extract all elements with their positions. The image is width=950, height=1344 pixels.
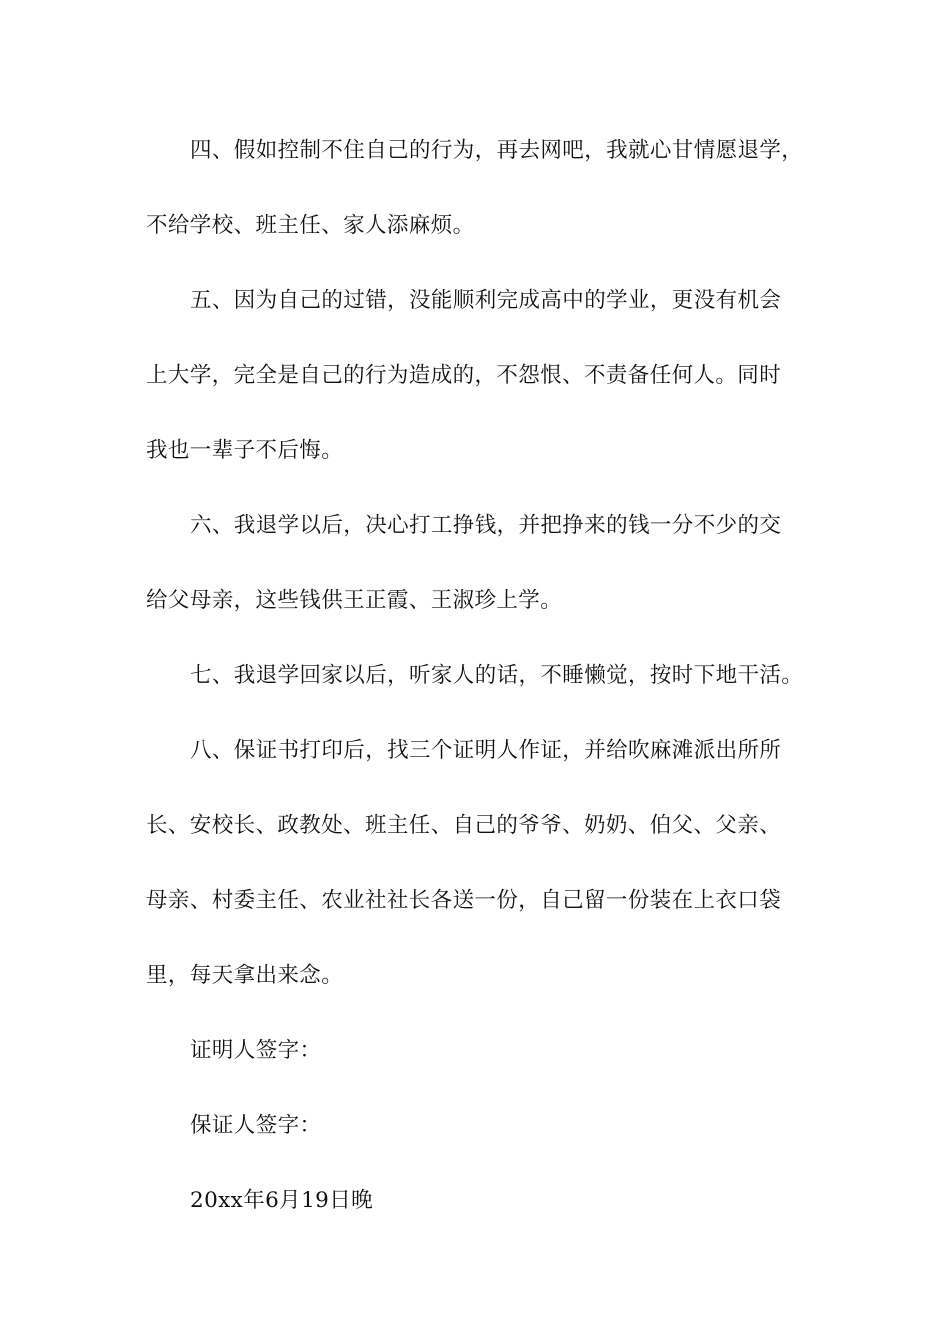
paragraph-item-5-line-1: 五、因为自己的过错，没能顺利完成高中的学业，更没有机会 xyxy=(190,288,782,313)
guarantor-signature-label: 保证人签字： xyxy=(190,1113,322,1138)
paragraph-item-4-line-2: 不给学校、班主任、家人添麻烦。 xyxy=(146,213,475,238)
paragraph-item-6-line-2: 给父母亲，这些钱供王正霞、王淑珍上学。 xyxy=(146,588,563,613)
witness-signature-label: 证明人签字： xyxy=(190,1038,322,1063)
paragraph-item-5-line-3: 我也一辈子不后悔。 xyxy=(146,438,344,463)
signature-date: 20xx年6月19日晚 xyxy=(190,1188,374,1213)
paragraph-item-7-line-1: 七、我退学回家以后，听家人的话，不睡懒觉，按时下地干活。 xyxy=(190,663,804,688)
paragraph-item-8-line-3: 母亲、村委主任、农业社社长各送一份，自己留一份装在上衣口袋 xyxy=(146,888,782,913)
paragraph-item-8-line-4: 里，每天拿出来念。 xyxy=(146,963,344,988)
paragraph-item-5-line-2: 上大学，完全是自己的行为造成的，不怨恨、不责备任何人。同时 xyxy=(146,363,782,388)
paragraph-item-8-line-2: 长、安校长、政教处、班主任、自己的爷爷、奶奶、伯父、父亲、 xyxy=(146,813,782,838)
paragraph-item-6-line-1: 六、我退学以后，决心打工挣钱，并把挣来的钱一分不少的交 xyxy=(190,513,782,538)
paragraph-item-4-line-1: 四、假如控制不住自己的行为，再去网吧，我就心甘情愿退学， xyxy=(190,138,804,163)
paragraph-item-8-line-1: 八、保证书打印后，找三个证明人作证，并给吹麻滩派出所所 xyxy=(190,738,782,763)
